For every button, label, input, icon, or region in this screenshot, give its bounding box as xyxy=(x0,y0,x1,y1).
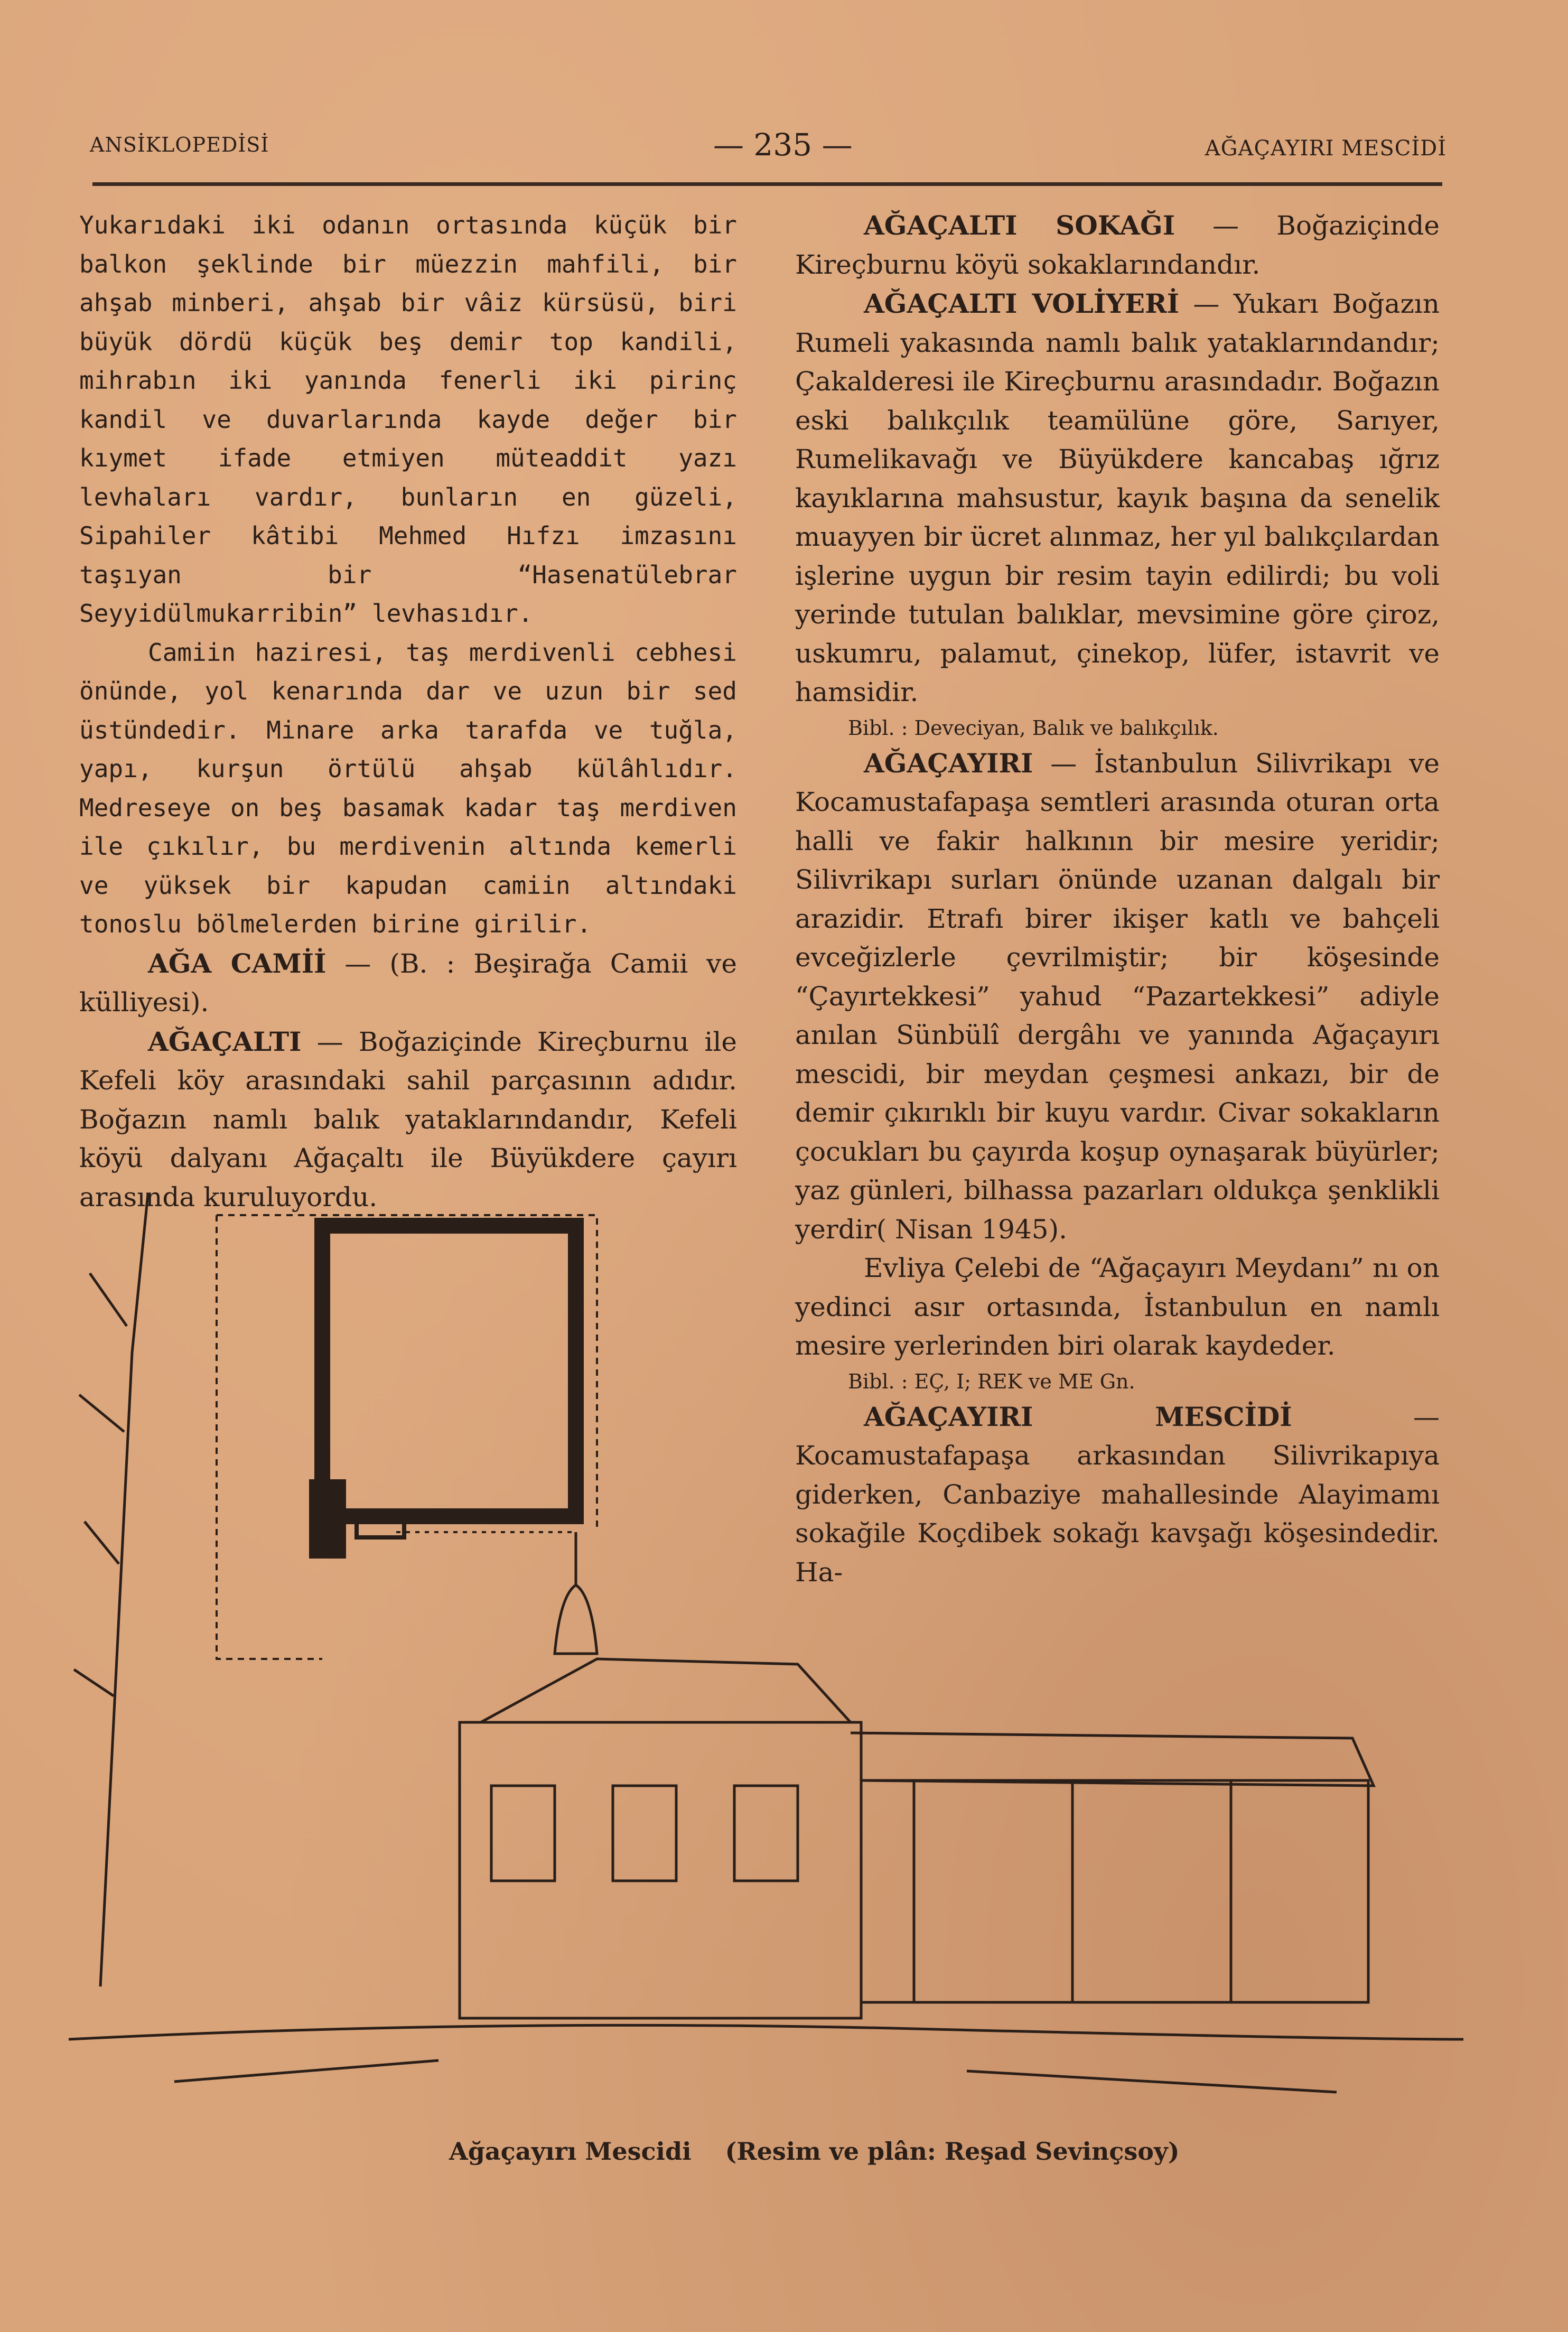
entry-text: — Yukarı Boğazın Rumeli yakasında namlı balık yataklarındandır; Çakalderesi ile Kireçburnu arasındadır. Boğazın eski balıkçılık teamülüne göre, Sarıyer, Rumelikavağı ve Büyükdere kancabaş ığrız kayıklarına mahsustur, kayık başına da senelik muayyen bir ücret alınmaz, her yıl balıkçılardan işlerine uygun bir resim tayin edilirdi; bu voli yerinde tutulan balıklar, mevsimine göre çiroz, uskumru, palamut, çinekop, lüfer, istavrit ve hamsidir. xyxy=(795,288,1440,707)
paragraph-evliya: Evliya Çelebi de “Ağaçayırı Meydanı” nı on yedinci asır ortasında, İstanbulun en namlı mesire yerlerinden biri olarak kaydeder. xyxy=(795,1253,1440,1361)
entry-text: — Boğaziçinde Kireçburnu köyü sokaklarındandır. xyxy=(795,210,1440,280)
entry-text: — İstanbulun Silivrikapı ve Kocamustafapaşa semtleri arasında oturan orta halli ve fakir halkının bir mesire yeridir; Silivrikapı surları önünde uzanan dalgalı bir arazidir. Etrafı birer ikişer katlı ve bahçeli evceğizlerle çevrilmiştir; bir köşesinde “Çayırtekkesi” yahud “Pazartekkesi” adiyle anılan Sünbülî dergâhı ve yanında Ağaçayırı mescidi, bir meydan çeşmesi ankazı, bir de demir çıkırıklı bir kuyu vardır. Civar sokakların çocukları bu çayırda koşup oynaşarak büyürler; yaz günleri, bilhassa pazarları oldukça şenklikli yerdir( Nisan 1945). xyxy=(795,748,1440,1245)
entry-text: — Kocamustafapaşa arkasından Silivrikapıya giderken, Canbaziye mahallesinde Alayimamı sokağile Koçdibek sokağı kavşağı köşesindedir. Ha- xyxy=(795,1401,1440,1588)
header-right: AĞAÇAYIRI MESCİDİ xyxy=(1205,136,1446,161)
entry-heading: AĞAÇALTI VOLİYERİ xyxy=(864,288,1180,319)
entry-heading: AĞA CAMİİ xyxy=(148,947,326,979)
bibliography: Bibl. : Deveciyan, Balık ve balıkçılık. xyxy=(848,716,1219,740)
entry-heading: AĞAÇALTI SOKAĞI xyxy=(864,210,1175,241)
paragraph-mahfil: Yukarıdaki iki odanın ortasında küçük bir balkon şeklinde bir müezzin mahfili, bir ahşab minberi, ahşab bir vâiz kürsüsü, biri büyük dördü küçük beş demir top kandili, mihrabın iki yanında fenerli iki pirinç kandil ve duvarlarında kayde değer bir kıymet ifade etmiyen müteaddit yazı levhaları vardır, bunların en güzeli, Sipahiler kâtibi Mehmed Hıfzı imzasını taşıyan bir “Hasenatülebrar Seyyidülmukarribin” levhasıdır. xyxy=(79,211,737,628)
entry-text: — Boğaziçinde Kireçburnu ile Kefeli köy arasındaki sahil parçasının adıdır. Boğazın namlı balık yataklarındandır, Kefeli köyü dalyanı Ağaçaltı ile Büyükdere çayırı arasında kuruluyordu. xyxy=(79,1026,737,1212)
mosque-illustration xyxy=(69,1194,1463,2129)
entry-heading: AĞAÇAYIRI xyxy=(864,747,1033,779)
floor-plan xyxy=(217,1215,597,1659)
left-column xyxy=(79,206,737,1217)
page-number: — 235 — xyxy=(713,127,853,163)
figure-caption xyxy=(449,2137,1179,2166)
entry-agacalti-sokagi xyxy=(795,206,1440,284)
entry-heading: AĞAÇALTI xyxy=(148,1025,302,1057)
entry-text: — (B. : Beşirağa Camii ve külliyesi). xyxy=(79,948,737,1018)
mescid-building xyxy=(69,1532,1463,2092)
paragraph-hazire: Camiin haziresi, taş merdivenli cebhesi önünde, yol kenarında dar ve uzun bir sed üstündedir. Minare arka tarafda ve tuğla, yapı, kurşun örtülü ahşab külâhlıdır. Medreseye on beş basamak kadar taş merdiven ile çıkılır, bu merdivenin altında kemerli ve yüksek bir kapudan camiin altındaki tonoslu bölmelerden birine girilir. xyxy=(79,638,737,938)
header-rule xyxy=(92,182,1442,186)
entry-aga-camii xyxy=(79,944,737,1022)
entry-agacalti-voliyeri xyxy=(795,284,1440,712)
caption-title: Ağaçayırı Mescidi xyxy=(449,2137,692,2166)
caption-credit: (Resim ve plân: Reşad Sevinçsoy) xyxy=(725,2137,1180,2166)
entry-agacalti xyxy=(79,1022,737,1217)
tree-left xyxy=(74,1194,148,1986)
bibliography: Bibl. : EÇ, I; REK ve ME Gn. xyxy=(848,1369,1135,1393)
header-left: ANSİKLOPEDİSİ xyxy=(90,133,269,156)
entry-heading: AĞAÇAYIRI MESCİDİ xyxy=(864,1401,1292,1432)
running-header xyxy=(90,127,1446,180)
entry-agacayiri xyxy=(795,744,1440,1249)
